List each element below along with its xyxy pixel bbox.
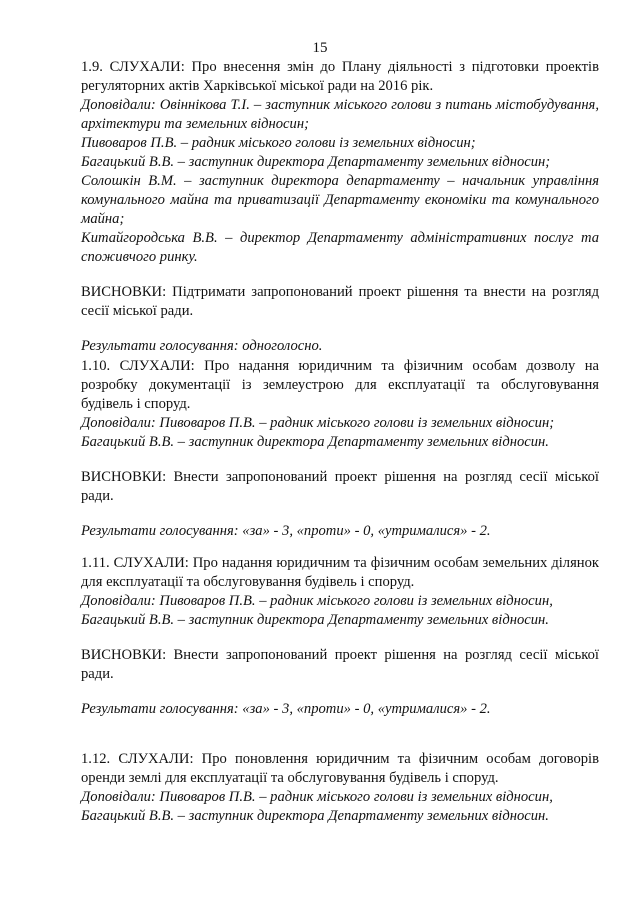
agenda-item-1-12 xyxy=(81,750,599,826)
conclusion-text: ВИСНОВКИ: Внести запропонований проект рішення на розгляд сесії міської ради. xyxy=(81,469,599,504)
reporter-line: Доповідали: Пивоваров П.В. – радник міського голови із земельних відносин; xyxy=(81,415,555,431)
heard-text: 1.9. СЛУХАЛИ: Про внесення змін до Плану діяльності з підготовки проектів регуляторних актів Харківської міської ради на 2016 рік. xyxy=(81,59,599,94)
reporter-line: Багацький В.В. – заступник директора Департаменту земельних відносин. xyxy=(81,808,549,824)
conclusion-text: ВИСНОВКИ: Внести запропонований проект рішення на розгляд сесії міської ради. xyxy=(81,647,599,682)
page-number: 15 xyxy=(312,40,328,56)
vote-result: Результати голосування: «за» - 3, «проти» - 0, «утрималися» - 2. xyxy=(81,701,491,717)
reporter-line: Доповідали: Овіннікова Т.І. – заступник міського голови з питань містобудування, архітектури та земельних відносин; xyxy=(81,97,599,132)
vote-result: Результати голосування: «за» - 3, «проти» - 0, «утрималися» - 2. xyxy=(81,523,491,539)
reporter-line: Багацький В.В. – заступник директора Департаменту земельних відносин; xyxy=(81,154,551,170)
reporter-line: Солошкін В.М. – заступник директора департаменту – начальник управління комунального майна та приватизації Департаменту економіки та комунального майна; xyxy=(81,173,599,227)
agenda-item-1-10 xyxy=(81,357,599,541)
reporter-line: Пивоваров П.В. – радник міського голови із земельних відносин; xyxy=(81,135,476,151)
heard-text: 1.11. СЛУХАЛИ: Про надання юридичним та фізичним особам земельних ділянок для експлуатації та обслуговування будівель і споруд. xyxy=(81,555,599,590)
agenda-item-1-9 xyxy=(81,58,599,356)
heard-text: 1.12. СЛУХАЛИ: Про поновлення юридичним та фізичним особам договорів оренди землі для експлуатації та обслуговування будівель і споруд. xyxy=(81,751,599,786)
vote-result: Результати голосування: одноголосно. xyxy=(81,338,323,354)
agenda-item-1-11 xyxy=(81,554,599,719)
conclusion-text: ВИСНОВКИ: Підтримати запропонований проект рішення та внести на розгляд сесії міської ради. xyxy=(81,284,599,319)
heard-text: 1.10. СЛУХАЛИ: Про надання юридичним та фізичним особам дозволу на розробку документації із землеустрою для експлуатації та обслуговування будівель і споруд. xyxy=(81,358,599,412)
reporter-line: Доповідали: Пивоваров П.В. – радник міського голови із земельних відносин, xyxy=(81,593,553,609)
reporter-line: Китайгородська В.В. – директор Департаменту адміністративних послуг та споживчого ринку. xyxy=(81,230,599,265)
reporter-line: Багацький В.В. – заступник директора Департаменту земельних відносин. xyxy=(81,612,549,628)
reporter-line: Багацький В.В. – заступник директора Департаменту земельних відносин. xyxy=(81,434,549,450)
reporter-line: Доповідали: Пивоваров П.В. – радник міського голови із земельних відносин, xyxy=(81,789,553,805)
